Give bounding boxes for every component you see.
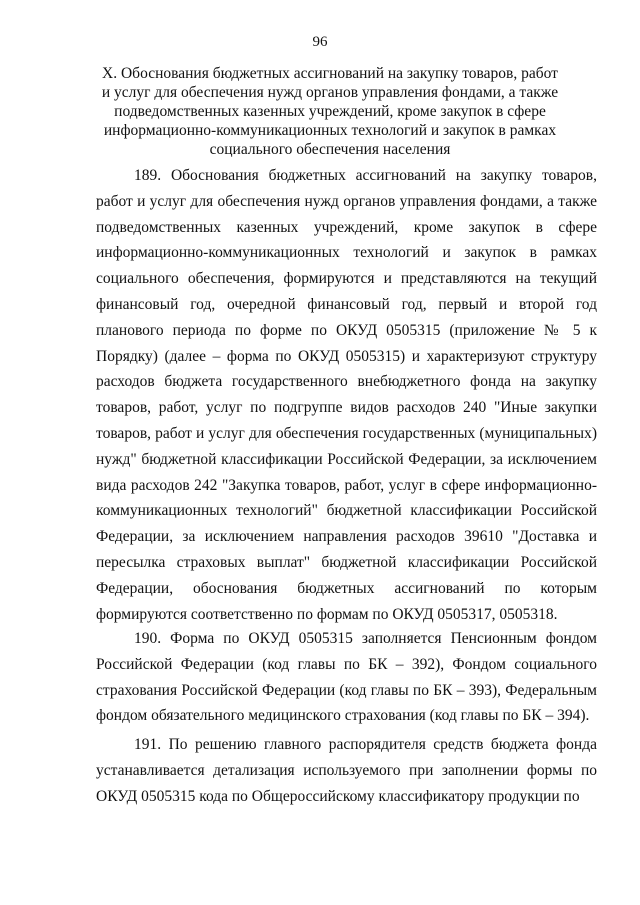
section-heading: X. Обоснования бюджетных ассигнований на закупку товаров, работ и услуг для обеспечения нужд органов управления фондами, а также подведомственных казенных учреждений, кроме закупок в сфере информационно-коммуникационных технологий и закупок в рамках социального обеспечения населения — [101, 65, 559, 158]
page-number: 96 — [312, 34, 328, 50]
paragraph-189: 189. Обоснования бюджетных ассигнований на закупку товаров, работ и услуг для обеспечения нужд органов управления фондами, а также подведомственных казенных учреждений, кроме закупок в сфере информационно-коммуникационных технологий и закупок в рамках социального обеспечения, формируются и представляются на текущий финансовый год, очередной финансовый год, первый и второй год планового периода по форме по ОКУД 0505315 (приложение № 5 к Порядку) (далее – форма по ОКУД 0505315) и характеризуют структуру расходов бюджета государственного внебюджетного фонда на закупку товаров, работ, услуг по подгруппе видов расходов 240 "Иные закупки товаров, работ и услуг для обеспечения государственных (муниципальных) нужд" бюджетной классификации Российской Федерации, за исключением вида расходов 242 "Закупка товаров, работ, услуг в сфере информационно-коммуникационных технологий" бюджетной классификации Российской Федерации, за исключением направления расходов 39610 "Доставка и пересылка страховых выплат" бюджетной классификации Российской Федерации, обоснования бюджетных ассигнований по которым формируются соответственно по формам по ОКУД 0505317, 0505318. — [96, 167, 597, 623]
paragraph-191: 191. По решению главного распорядителя средств бюджета фонда устанавливается детализация используемого при заполнении формы по ОКУД 0505315 кода по Общероссийскому классификатору продукции по — [96, 736, 597, 805]
paragraph-190: 190. Форма по ОКУД 0505315 заполняется Пенсионным фондом Российской Федерации (код главы по БК – 392), Фондом социального страхования Российской Федерации (код главы по БК – 393), Федеральным фондом обязательного медицинского страхования (код главы по БК – 394). — [96, 630, 597, 725]
